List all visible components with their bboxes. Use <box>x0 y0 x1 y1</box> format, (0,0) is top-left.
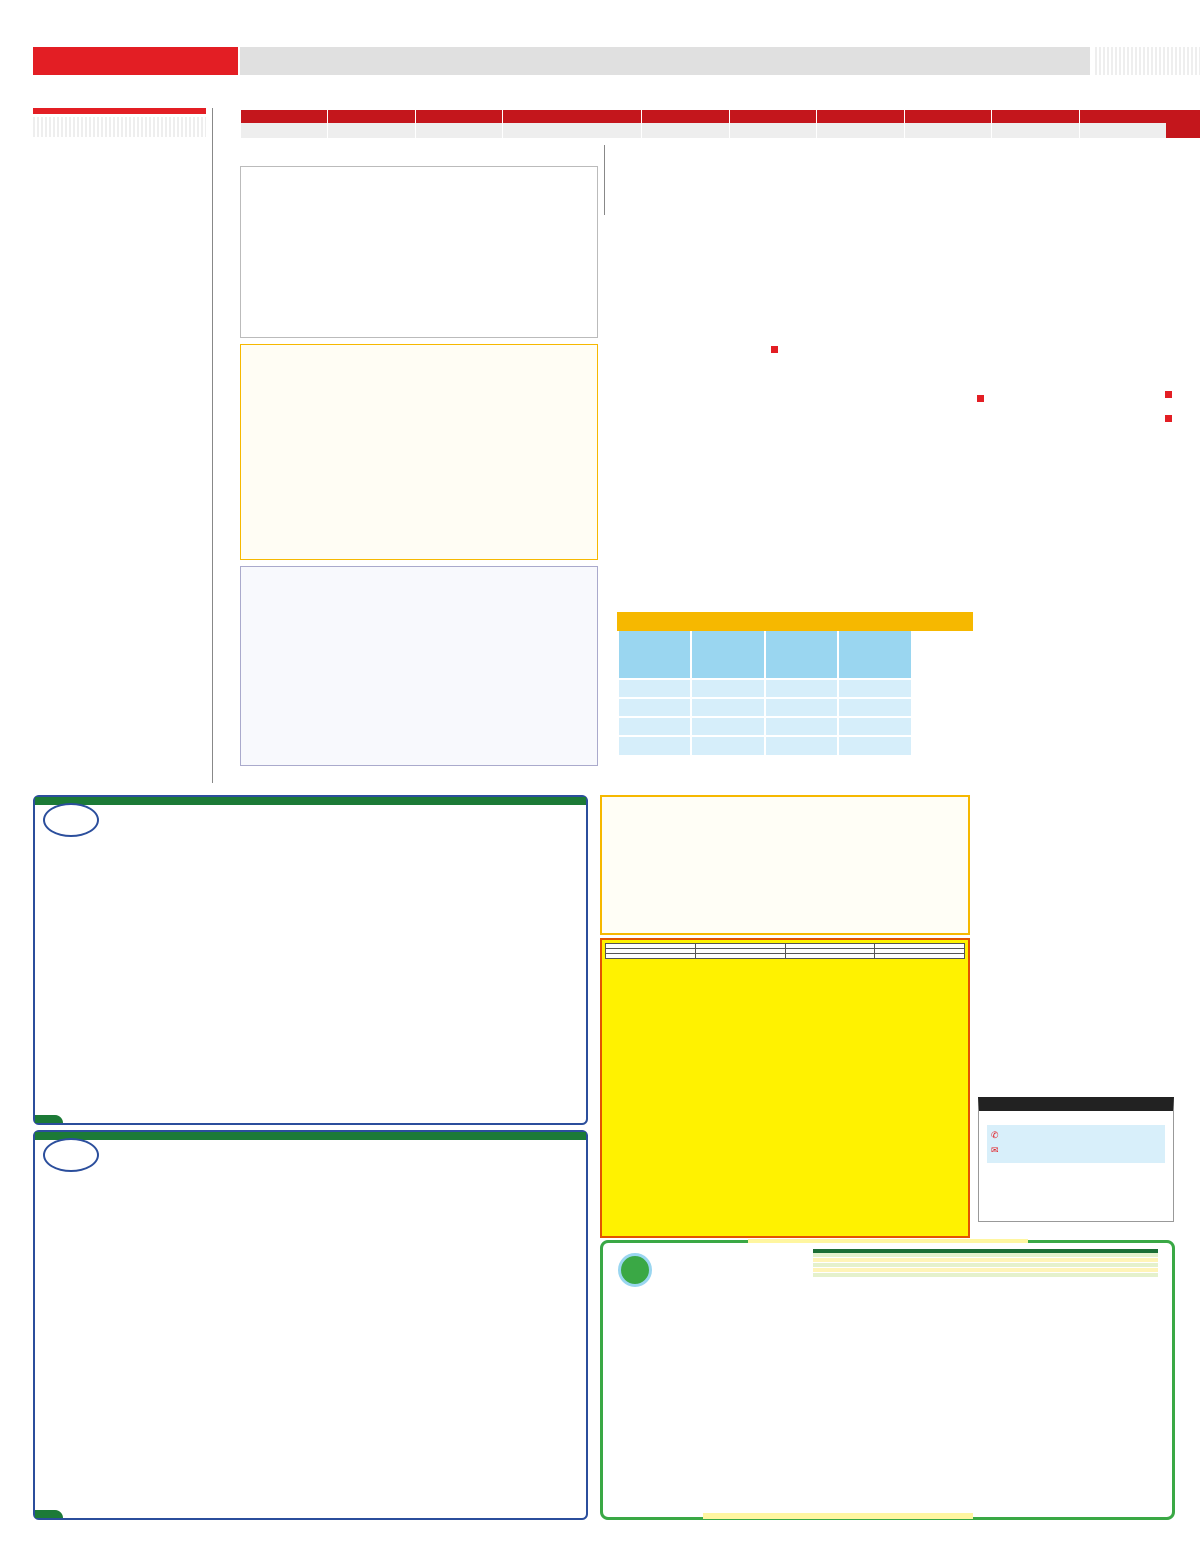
tender-ad <box>600 1240 1175 1520</box>
subhead <box>997 391 1172 401</box>
subhead <box>809 395 984 405</box>
phone-icon: ✆ <box>991 1131 999 1141</box>
auction-table <box>605 943 965 959</box>
chart-1-plot <box>241 177 597 317</box>
newspaper-logo[interactable] <box>33 47 238 75</box>
subhead <box>608 346 778 356</box>
tender-table <box>813 1249 1158 1278</box>
layout-service-box <box>978 1097 1174 1222</box>
ad-footer <box>35 1115 63 1123</box>
rate-item <box>415 110 502 138</box>
subhead <box>997 415 1172 425</box>
page-number <box>1095 47 1200 75</box>
chart-housing-affordability <box>240 344 598 560</box>
rate-item <box>729 110 816 138</box>
chart-2-plot <box>241 355 597 525</box>
rate-item <box>240 110 327 138</box>
rate-item <box>327 110 414 138</box>
property-auction-ad <box>600 938 970 1238</box>
chart-annual-rent-index <box>240 566 598 766</box>
rate-item <box>904 110 991 138</box>
rate-item <box>641 110 728 138</box>
rent-index-table <box>617 612 973 762</box>
rate-item <box>502 110 641 138</box>
qazvin-registry-notice <box>600 795 970 935</box>
rate-item <box>1079 110 1166 138</box>
exchange-rates-bar <box>240 110 1200 138</box>
email-link[interactable] <box>991 1144 1161 1159</box>
ad-title <box>35 797 586 805</box>
rate-item <box>816 110 903 138</box>
rate-item <box>991 110 1078 138</box>
pegah-logo <box>43 803 99 837</box>
mail-icon: ✉ <box>991 1146 999 1156</box>
table-row <box>606 954 965 959</box>
pegah-extraordinary-meeting-ad <box>33 795 588 1125</box>
ad-title <box>35 1132 586 1140</box>
rates-label <box>1166 110 1200 138</box>
column-divider <box>212 108 213 783</box>
article-column-3 <box>608 340 778 358</box>
chart-3-plot <box>241 577 597 727</box>
header-bar <box>240 47 1090 75</box>
rent-table <box>617 631 973 755</box>
org-seal-icon <box>609 1253 661 1290</box>
contact-info <box>987 1125 1165 1163</box>
news-sidebar <box>33 145 206 159</box>
chart-housing-rent-change <box>240 166 598 338</box>
table-title <box>617 612 973 631</box>
table-row <box>618 717 973 736</box>
ad-footer <box>35 1510 63 1518</box>
sidebar-accent-bar <box>33 108 206 114</box>
article-column-2 <box>809 373 984 407</box>
ad-body <box>35 805 586 811</box>
ad-body <box>35 1140 586 1146</box>
table-row <box>618 736 973 755</box>
table-row <box>618 679 973 698</box>
phone-link[interactable] <box>991 1129 1161 1144</box>
article-column-1 <box>997 373 1172 427</box>
sidebar-tag <box>33 117 206 137</box>
table-header-row <box>618 631 973 679</box>
table-row <box>618 698 973 717</box>
pegah-logo <box>43 1138 99 1172</box>
table-row <box>813 1273 1158 1278</box>
pegah-annual-meeting-ad <box>33 1130 588 1520</box>
column-divider <box>604 145 605 215</box>
